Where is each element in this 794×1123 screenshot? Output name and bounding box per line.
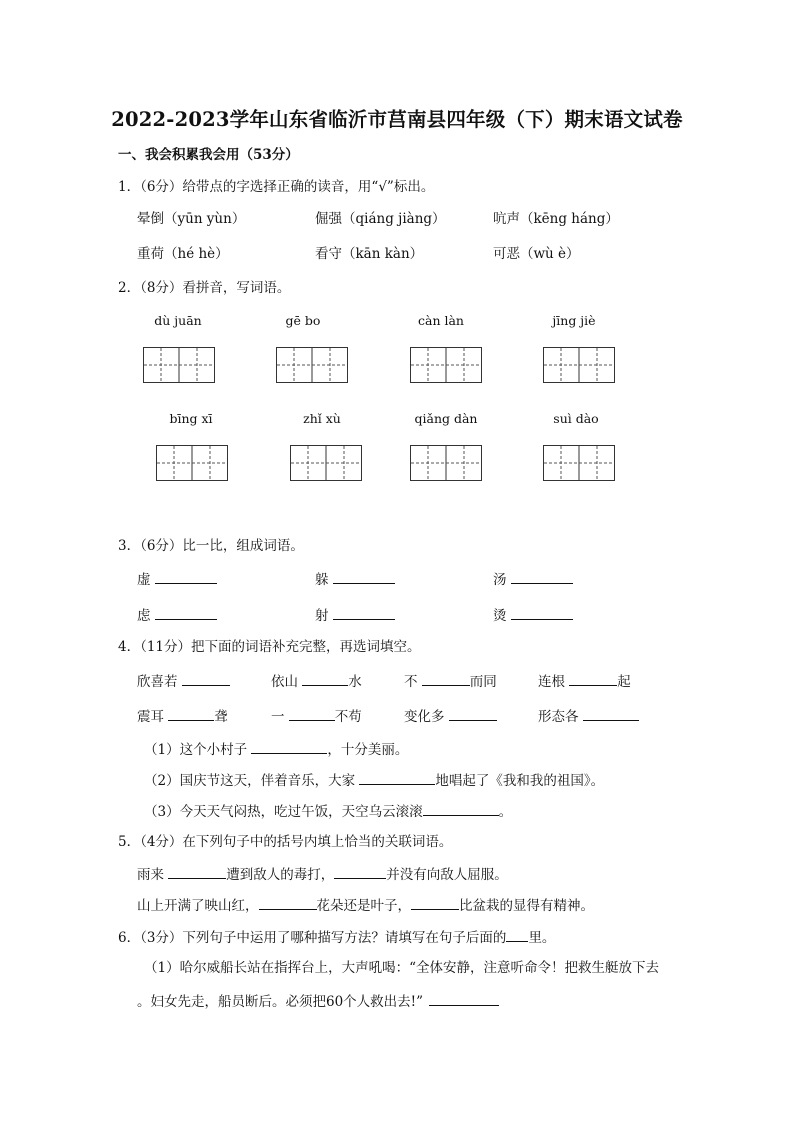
idiom-prefix: 震耳	[137, 709, 164, 725]
idiom-suffix: 不苟	[334, 709, 362, 725]
writing-grid[interactable]	[290, 445, 362, 481]
q3-char: 躲	[315, 572, 329, 588]
answer-blank[interactable]	[302, 671, 348, 686]
sentence-text: 遭到敌人的毒打，	[226, 867, 335, 883]
answer-blank[interactable]	[583, 706, 639, 721]
pinyin-label: qiǎng dàn	[414, 411, 478, 426]
q1-item: 重荷（hé hè）	[137, 246, 229, 262]
question-6-stem: 里。	[528, 930, 556, 946]
answer-blank[interactable]	[168, 706, 214, 721]
idiom-prefix: 欣喜若	[137, 674, 178, 690]
question-3-stem: 3．（6分）比一比，组成词语。	[118, 538, 304, 554]
sentence-text: （3）今天天气闷热，吃过午饭，天空乌云滚滚	[144, 804, 423, 820]
idiom-suffix: 起	[617, 674, 631, 690]
sentence-text: 山上开满了映山红，	[137, 898, 259, 914]
section-heading: 一、我会积累我会用（53分）	[118, 147, 299, 163]
answer-blank[interactable]	[359, 770, 435, 785]
writing-grid[interactable]	[543, 347, 615, 383]
idiom-suffix: 水	[348, 674, 362, 690]
answer-blank[interactable]	[155, 605, 217, 620]
q3-char: 虑	[137, 608, 151, 624]
idiom-suffix: 聋	[214, 709, 228, 725]
writing-grid[interactable]	[276, 347, 348, 383]
idiom-prefix: 形态各	[538, 709, 579, 725]
pinyin-label: zhǐ xù	[303, 411, 341, 426]
answer-blank[interactable]	[569, 671, 617, 686]
sentence-text: 地唱起了《我和我的祖国》。	[435, 773, 605, 789]
answer-blank[interactable]	[333, 605, 395, 620]
answer-blank[interactable]	[155, 569, 217, 584]
writing-grid[interactable]	[156, 445, 228, 481]
question-6-stem: 6．（3分）下列句子中运用了哪种描写方法？请填写在句子后面的	[118, 930, 507, 946]
answer-blank[interactable]	[429, 991, 499, 1006]
answer-blank[interactable]	[511, 569, 573, 584]
question-4-stem: 4．（11分）把下面的词语补充完整，再选词填空。	[118, 639, 421, 655]
answer-blank[interactable]	[423, 801, 499, 816]
answer-blank[interactable]	[168, 864, 226, 879]
page-title: 2022-2023学年山东省临沂市莒南县四年级（下）期末语文试卷	[111, 108, 683, 131]
q1-item: 晕倒（yūn yùn）	[137, 211, 246, 227]
writing-grid[interactable]	[410, 347, 482, 383]
question-1-stem: 1．（6分）给带点的字选择正确的读音，用“√”标出。	[118, 179, 435, 195]
sentence-text: 雨来	[137, 867, 164, 883]
pinyin-label: càn làn	[418, 313, 464, 328]
idiom-prefix: 连根	[538, 674, 565, 690]
idiom-prefix: 不	[404, 674, 418, 690]
quote-line: 。妇女先走，船员断后。必须把60个人救出去!”	[137, 994, 424, 1010]
q3-char: 虚	[137, 572, 151, 588]
q1-item: 可恶（wù è）	[493, 246, 580, 262]
writing-grid[interactable]	[410, 445, 482, 481]
sentence-text: 比盆栽的显得有精神。	[459, 898, 594, 914]
pinyin-label: suì dào	[553, 411, 599, 426]
writing-grid[interactable]	[143, 347, 215, 383]
idiom-prefix: 变化多	[404, 709, 445, 725]
sentence-text: 花朵还是叶子，	[316, 898, 411, 914]
quote-line: （1）哈尔威船长站在指挥台上，大声吼喝：“全体安静，注意听命令！把救生艇放下去	[144, 960, 659, 976]
idiom-prefix: 依山	[271, 674, 298, 690]
answer-blank[interactable]	[334, 864, 386, 879]
q1-item: 倔强（qiáng jiàng）	[315, 211, 446, 227]
answer-blank[interactable]	[506, 927, 528, 942]
q3-char: 烫	[493, 608, 507, 624]
answer-blank[interactable]	[259, 895, 317, 910]
answer-blank[interactable]	[511, 605, 573, 620]
pinyin-label: dù juān	[154, 313, 202, 328]
sentence-text: （2）国庆节这天，伴着音乐，大家	[144, 773, 356, 789]
answer-blank[interactable]	[449, 706, 497, 721]
pinyin-label: jīng jiè	[552, 313, 596, 328]
answer-blank[interactable]	[333, 569, 395, 584]
writing-grid[interactable]	[543, 445, 615, 481]
answer-blank[interactable]	[251, 739, 327, 754]
answer-blank[interactable]	[289, 706, 335, 721]
answer-blank[interactable]	[182, 671, 230, 686]
idiom-prefix: 一	[271, 709, 285, 725]
question-2-stem: 2．（8分）看拼音，写词语。	[118, 280, 291, 296]
sentence-text: （1）这个小村子	[144, 742, 248, 758]
q1-item: 吭声（kēng háng）	[493, 211, 619, 227]
q3-char: 汤	[493, 572, 507, 588]
answer-blank[interactable]	[422, 671, 470, 686]
q3-char: 射	[315, 608, 329, 624]
sentence-text: 。	[498, 804, 513, 820]
question-5-stem: 5．（4分）在下列句子中的括号内填上恰当的关联词语。	[118, 834, 453, 850]
sentence-text: ，十分美丽。	[327, 742, 409, 758]
pinyin-label: bīng xī	[169, 411, 213, 426]
q1-item: 看守（kān kàn）	[315, 246, 424, 262]
idiom-suffix: 而同	[469, 674, 497, 690]
answer-blank[interactable]	[411, 895, 459, 910]
pinyin-label: gē bo	[285, 313, 321, 328]
sentence-text: 并没有向敌人屈服。	[386, 867, 508, 883]
